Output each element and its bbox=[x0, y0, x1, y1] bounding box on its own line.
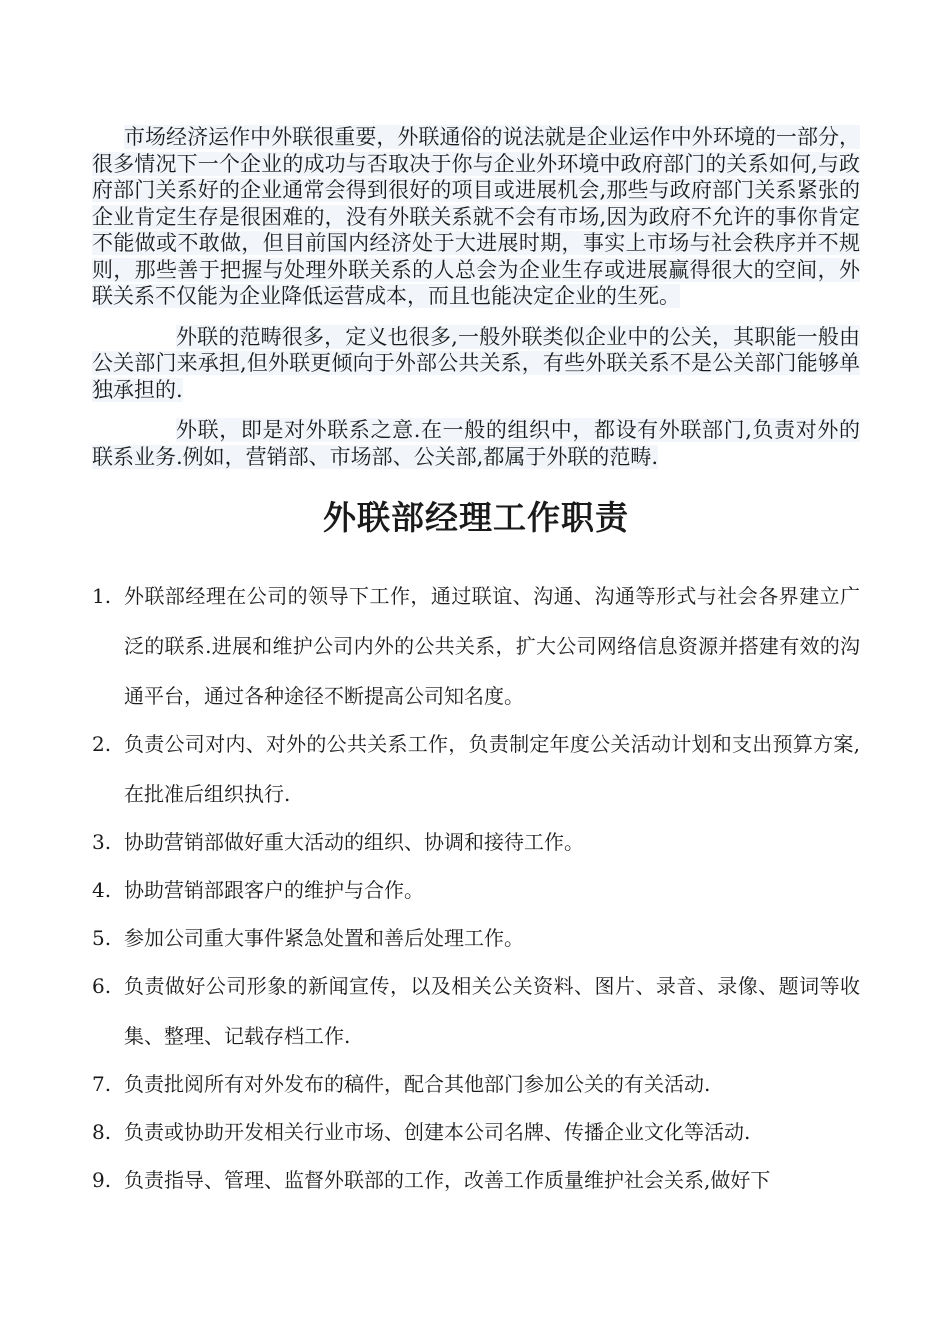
duty-number: 5. bbox=[92, 926, 112, 950]
duty-number: 4. bbox=[92, 878, 112, 902]
duty-number: 7. bbox=[92, 1072, 112, 1096]
duty-text: 负责做好公司形象的新闻宣传，以及相关公关资料、图片、录音、录像、题词等收集、整理、记载存档工作. bbox=[124, 974, 860, 1048]
intro-paragraph-3-text: 外联，即是对外联系之意.在一般的组织中，都设有外联部门,负责对外的联系业务.例如，营销部、市场部、公关部,都属于外联的范畴. bbox=[92, 418, 860, 469]
duty-text: 外联部经理在公司的领导下工作，通过联谊、沟通、沟通等形式与社会各界建立广泛的联系.进展和维护公司内外的公共关系，扩大公司网络信息资源并搭建有效的沟通平台，通过各种途径不断提高公司知名度。 bbox=[124, 584, 860, 708]
duty-text: 负责公司对内、对外的公共关系工作，负责制定年度公关活动计划和支出预算方案,在批准后组织执行. bbox=[124, 732, 860, 806]
duty-number: 9. bbox=[92, 1168, 112, 1192]
duty-number: 2. bbox=[92, 732, 112, 756]
duty-number: 3. bbox=[92, 830, 112, 854]
duty-number: 6. bbox=[92, 974, 112, 998]
document-title: 外联部经理工作职责 bbox=[323, 498, 629, 537]
duty-item bbox=[92, 913, 860, 963]
duty-text: 协助营销部跟客户的维护与合作。 bbox=[124, 878, 424, 902]
document-page bbox=[92, 124, 860, 1205]
duty-item bbox=[92, 817, 860, 867]
duty-item bbox=[92, 1059, 860, 1109]
intro-paragraph-1-text: 市场经济运作中外联很重要，外联通俗的说法就是企业运作中外环境的一部分，很多情况下一个企业的成功与否取决于你与企业外环境中政府部门的关系如何,与政府部门关系好的企业通常会得到很好的项目或进展机会,那些与政府部门关系紧张的企业肯定生存是很困难的，没有外联关系就不会有市场,因为政府不允许的事你肯定不能做或不敢做，但目前国内经济处于大进展时期，事实上市场与社会秩序并不规则，那些善于把握与处理外联关系的人总会为企业生存或进展赢得很大的空间，外联关系不仅能为企业降低运营成本，而且也能决定企业的生死。 bbox=[92, 125, 860, 308]
duty-item bbox=[92, 961, 860, 1061]
duty-number: 1. bbox=[92, 584, 112, 608]
duty-item bbox=[92, 1155, 860, 1205]
intro-paragraph-2-text: 外联的范畴很多，定义也很多,一般外联类似企业中的公关，其职能一般由公关部门来承担,但外联更倾向于外部公共关系，有些外联关系不是公关部门能够单独承担的. bbox=[92, 324, 860, 402]
intro-paragraph-3 bbox=[92, 417, 860, 470]
duty-list bbox=[92, 571, 860, 1205]
duty-text: 参加公司重大事件紧急处置和善后处理工作。 bbox=[124, 926, 524, 950]
duty-item bbox=[92, 571, 860, 721]
duty-item bbox=[92, 865, 860, 915]
duty-text: 负责批阅所有对外发布的稿件，配合其他部门参加公关的有关活动. bbox=[124, 1072, 711, 1096]
duty-item bbox=[92, 719, 860, 819]
duty-number: 8. bbox=[92, 1120, 112, 1144]
duty-text: 协助营销部做好重大活动的组织、协调和接待工作。 bbox=[124, 830, 584, 854]
duty-text: 负责或协助开发相关行业市场、创建本公司名牌、传播企业文化等活动. bbox=[124, 1120, 751, 1144]
duty-text: 负责指导、管理、监督外联部的工作，改善工作质量维护社会关系,做好下 bbox=[124, 1168, 771, 1192]
intro-paragraph-1 bbox=[92, 124, 860, 310]
intro-paragraph-2 bbox=[92, 324, 860, 404]
duty-item bbox=[92, 1107, 860, 1157]
